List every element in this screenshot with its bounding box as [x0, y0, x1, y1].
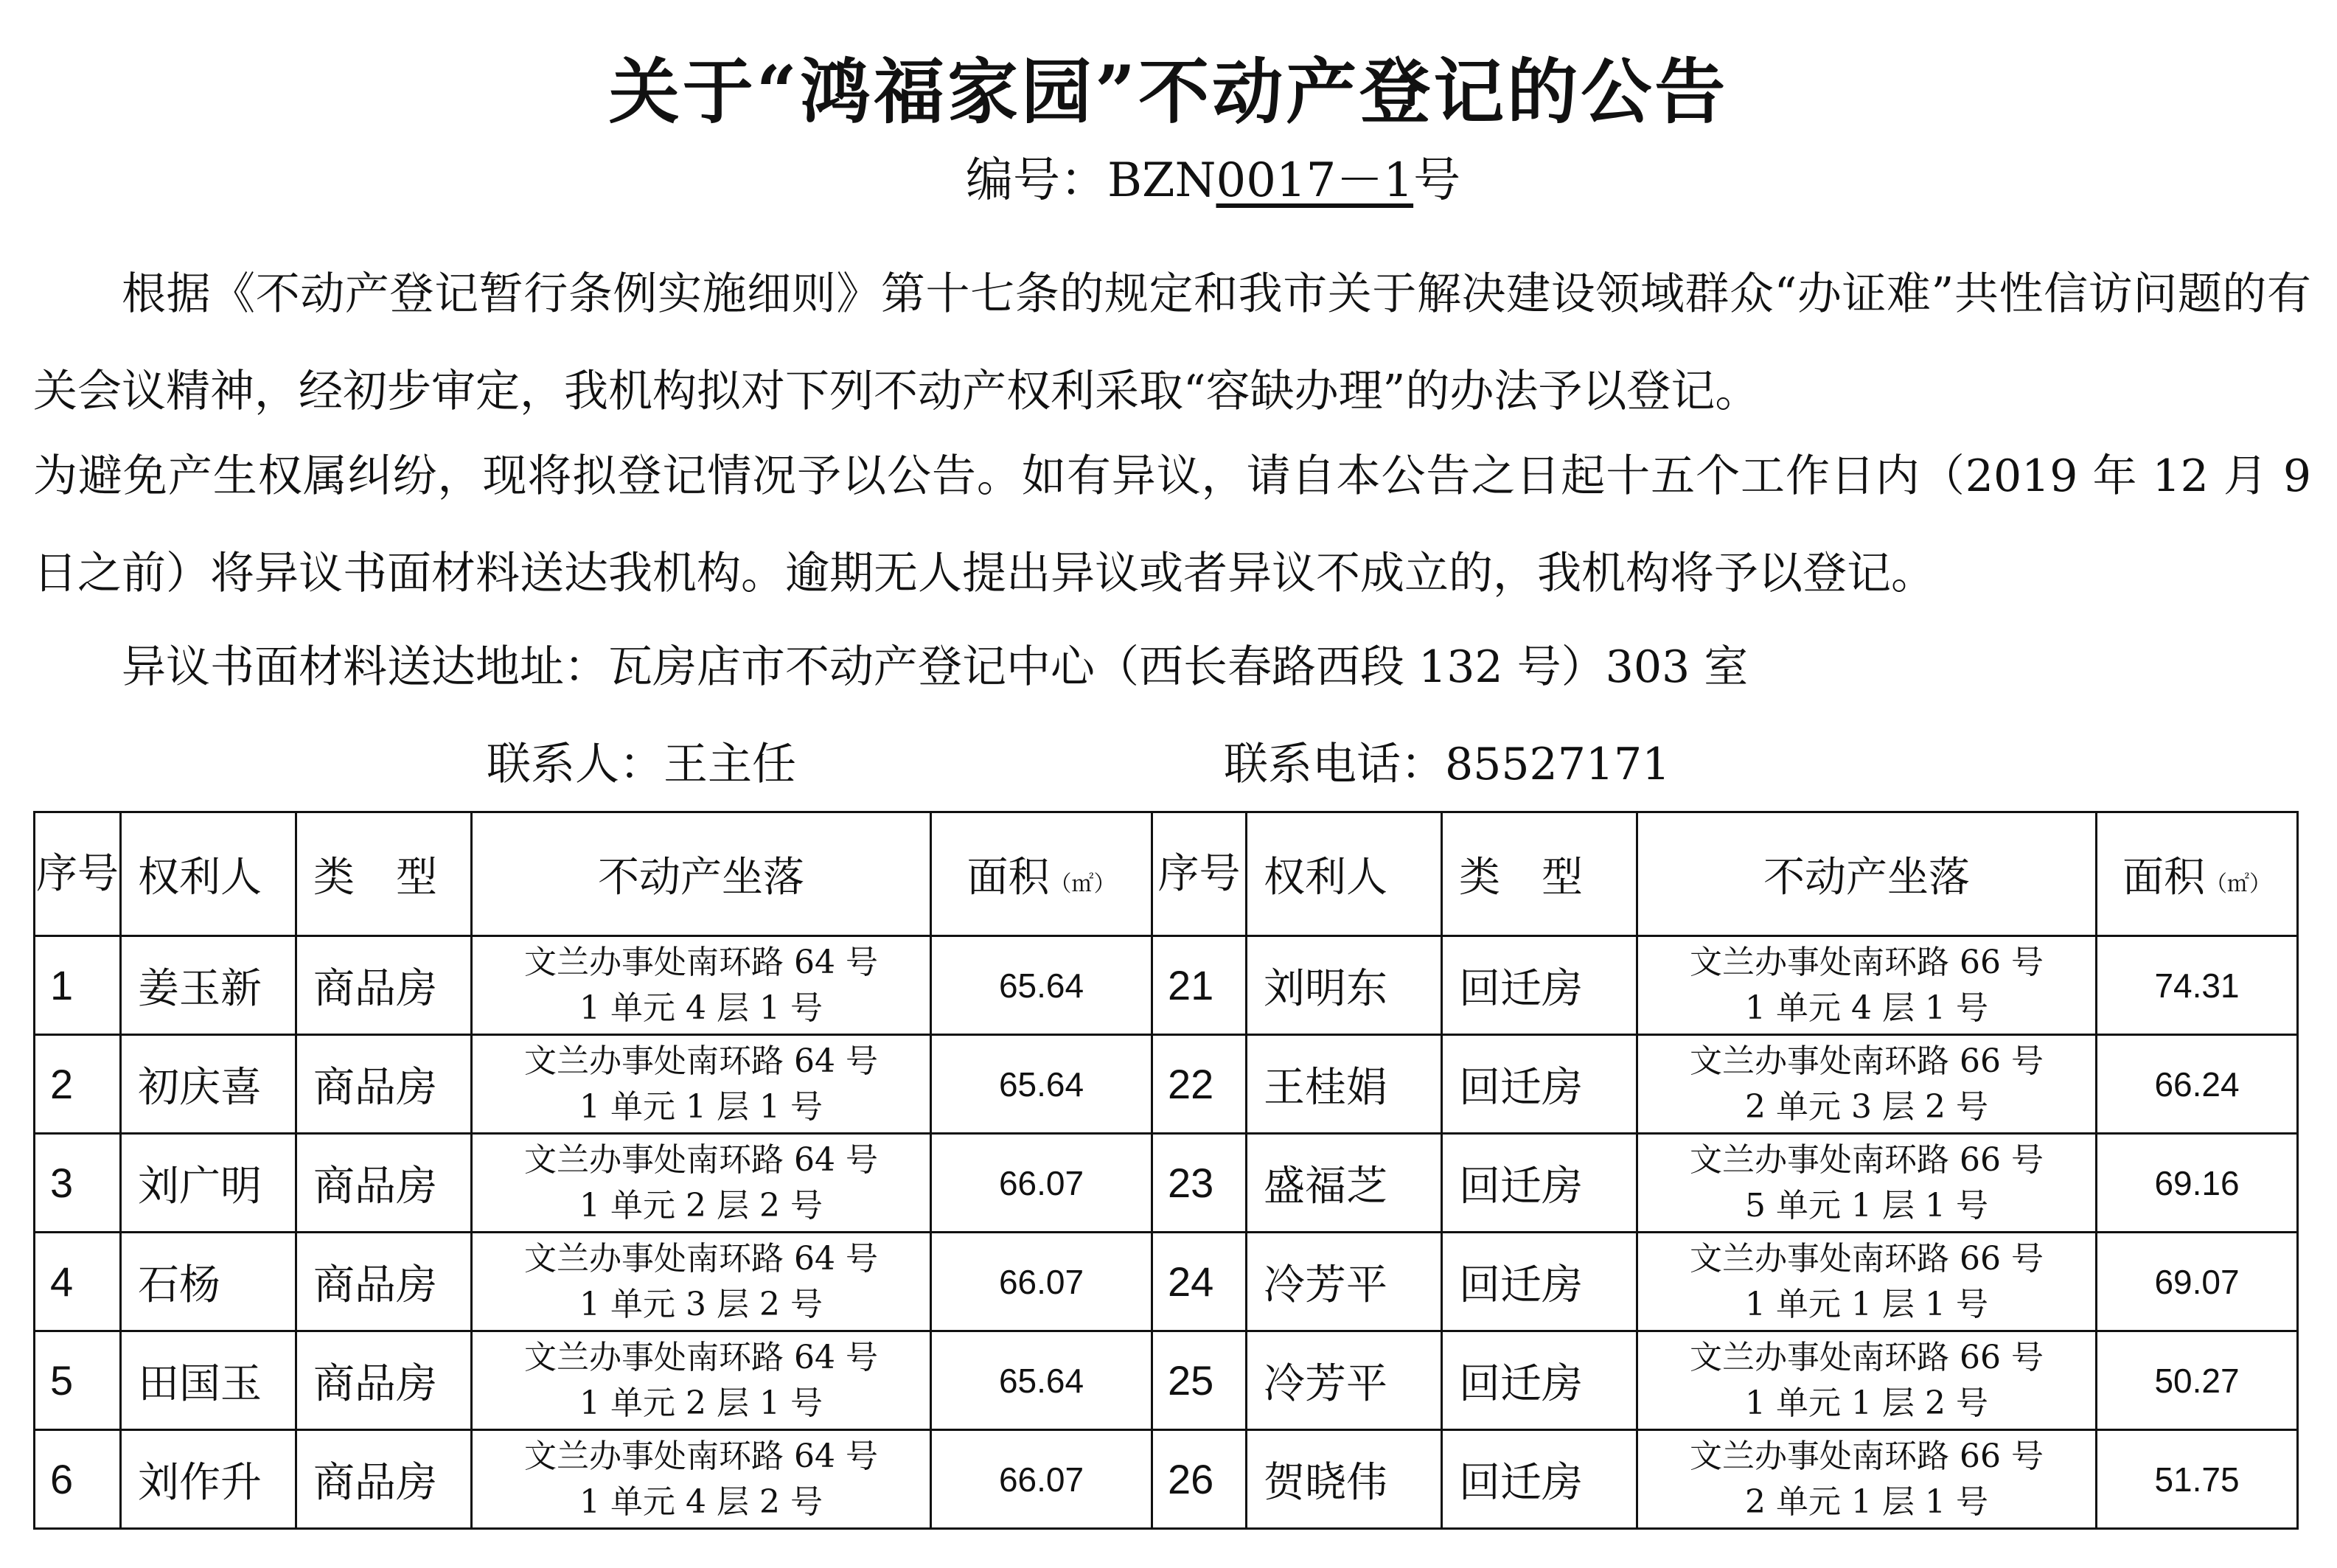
property-area: 66.07 — [931, 1134, 1152, 1233]
holder-name: 初庆喜 — [121, 1035, 296, 1134]
header-name: 权利人 — [121, 812, 296, 936]
location-line-1: 文兰办事处南环路 64 号 — [524, 943, 878, 981]
location-line-2: 1 单元 3 层 2 号 — [579, 1285, 823, 1323]
property-type-right: 回迁房 — [1442, 1134, 1637, 1233]
property-area: 65.64 — [931, 1331, 1152, 1430]
location-line-1: 文兰办事处南环路 64 号 — [524, 1042, 878, 1080]
location-line-2: 1 单元 2 层 1 号 — [579, 1384, 823, 1422]
header-area — [931, 812, 1152, 936]
header-area-unit: （㎡） — [1049, 871, 1116, 897]
property-type-right: 回迁房 — [1442, 1233, 1637, 1331]
property-type: 商品房 — [296, 1233, 472, 1331]
contact-person: 联系人：王主任 — [487, 739, 796, 790]
property-location-right — [1637, 1035, 2097, 1134]
property-type-right: 回迁房 — [1442, 1035, 1637, 1134]
location-line-1: 文兰办事处南环路 66 号 — [1690, 1140, 2044, 1179]
holder-name: 姜玉新 — [121, 936, 296, 1035]
location-line-2: 1 单元 4 层 2 号 — [579, 1482, 823, 1521]
holder-name: 刘作升 — [121, 1430, 296, 1529]
location-line-2: 1 单元 1 层 2 号 — [1745, 1384, 1988, 1422]
row-index-right: 22 — [1152, 1035, 1247, 1134]
row-index: 6 — [35, 1430, 121, 1529]
holder-name-right: 贺晓伟 — [1247, 1430, 1442, 1529]
property-location — [472, 1331, 931, 1430]
property-type: 商品房 — [296, 1331, 472, 1430]
property-location-right — [1637, 1233, 2097, 1331]
location-line-2: 1 单元 1 层 1 号 — [579, 1087, 823, 1126]
table-row — [35, 1134, 2298, 1233]
row-index-right: 25 — [1152, 1331, 1247, 1430]
header-area-right — [2097, 812, 2298, 936]
property-type-right: 回迁房 — [1442, 936, 1637, 1035]
property-location — [472, 1134, 931, 1233]
location-line-2: 1 单元 4 层 1 号 — [579, 989, 823, 1027]
property-area-right: 51.75 — [2097, 1430, 2298, 1529]
holder-name: 石杨 — [121, 1233, 296, 1331]
row-index: 5 — [35, 1331, 121, 1430]
doc-no-number: 0017－1 — [1216, 153, 1414, 208]
holder-name-right: 冷芳平 — [1247, 1331, 1442, 1430]
holder-name-right: 王桂娟 — [1247, 1035, 1442, 1134]
location-line-1: 文兰办事处南环路 66 号 — [1690, 1437, 2044, 1475]
property-location-right — [1637, 1430, 2097, 1529]
location-line-1: 文兰办事处南环路 64 号 — [524, 1437, 878, 1475]
property-type: 商品房 — [296, 1035, 472, 1134]
property-area-right: 69.07 — [2097, 1233, 2298, 1331]
table-header-row — [35, 812, 2298, 936]
property-location-right — [1637, 1331, 2097, 1430]
row-index-right: 21 — [1152, 936, 1247, 1035]
location-line-1: 文兰办事处南环路 66 号 — [1690, 1338, 2044, 1376]
location-line-1: 文兰办事处南环路 64 号 — [524, 1140, 878, 1179]
holder-name: 田国玉 — [121, 1331, 296, 1430]
property-location — [472, 1233, 931, 1331]
document-number — [966, 147, 1460, 214]
property-location-right — [1637, 1134, 2097, 1233]
property-type-right: 回迁房 — [1442, 1430, 1637, 1529]
location-line-1: 文兰办事处南环路 64 号 — [524, 1338, 878, 1376]
property-type-right: 回迁房 — [1442, 1331, 1637, 1430]
header-type: 类 型 — [296, 812, 472, 936]
header-location-right: 不动产坐落 — [1637, 812, 2097, 936]
contact-phone: 联系电话：85527171 — [1224, 739, 1671, 790]
property-location-right — [1637, 936, 2097, 1035]
header-idx: 序号 — [35, 812, 121, 936]
location-line-2: 1 单元 2 层 2 号 — [579, 1186, 823, 1224]
header-area-unit-right: （㎡） — [2205, 871, 2271, 897]
row-index: 1 — [35, 936, 121, 1035]
property-area: 66.07 — [931, 1233, 1152, 1331]
location-line-1: 文兰办事处南环路 66 号 — [1690, 1239, 2044, 1278]
row-index-right: 23 — [1152, 1134, 1247, 1233]
holder-name: 刘广明 — [121, 1134, 296, 1233]
location-line-2: 2 单元 1 层 1 号 — [1745, 1482, 1988, 1521]
property-area-right: 74.31 — [2097, 936, 2298, 1035]
table-row — [35, 1430, 2298, 1529]
row-index: 2 — [35, 1035, 121, 1134]
property-area: 65.64 — [931, 1035, 1152, 1134]
registration-table — [33, 811, 2299, 1530]
location-line-2: 5 单元 1 层 1 号 — [1745, 1186, 1988, 1224]
table-row — [35, 1233, 2298, 1331]
holder-name-right: 冷芳平 — [1247, 1233, 1442, 1331]
paragraph-basis: 根据《不动产登记暂行条例实施细则》第十七条的规定和我市关于解决建设领域群众“办证难”共性信访问题的有关会议精神，经初步审定，我机构拟对下列不动产权利采取“容缺办理”的办法予以登记。 — [33, 268, 2311, 417]
property-type: 商品房 — [296, 936, 472, 1035]
property-location — [472, 1430, 931, 1529]
property-area-right: 50.27 — [2097, 1331, 2298, 1430]
row-index-right: 24 — [1152, 1233, 1247, 1331]
doc-no-label: 编号：BZN — [966, 153, 1216, 208]
doc-no-suffix: 号 — [1413, 153, 1461, 208]
paragraph-objection: 为避免产生权属纠纷，现将拟登记情况予以公告。如有异议，请自本公告之日起十五个工作日内（2019 年 12 月 9 日之前）将异议书面材料送达我机构。逾期无人提出异议或者异议不成立的，我机构将予以登记。 — [33, 450, 2311, 599]
table-body — [35, 936, 2298, 1529]
header-area-label: 面积 — [967, 853, 1050, 902]
property-area-right: 69.16 — [2097, 1134, 2298, 1233]
location-line-1: 文兰办事处南环路 64 号 — [524, 1239, 878, 1278]
location-line-2: 1 单元 4 层 1 号 — [1745, 989, 1988, 1027]
page-title: 关于“鸿福家园”不动产登记的公告 — [608, 50, 1729, 133]
table-row — [35, 1331, 2298, 1430]
header-name-right: 权利人 — [1247, 812, 1442, 936]
header-location: 不动产坐落 — [472, 812, 931, 936]
header-type-right: 类 型 — [1442, 812, 1637, 936]
location-line-2: 2 单元 3 层 2 号 — [1745, 1087, 1988, 1126]
location-line-2: 1 单元 1 层 1 号 — [1745, 1285, 1988, 1323]
row-index: 3 — [35, 1134, 121, 1233]
row-index-right: 26 — [1152, 1430, 1247, 1529]
holder-name-right: 刘明东 — [1247, 936, 1442, 1035]
header-idx-right: 序号 — [1152, 812, 1247, 936]
property-area: 66.07 — [931, 1430, 1152, 1529]
property-area: 65.64 — [931, 936, 1152, 1035]
property-location — [472, 936, 931, 1035]
holder-name-right: 盛福芝 — [1247, 1134, 1442, 1233]
property-type: 商品房 — [296, 1430, 472, 1529]
location-line-1: 文兰办事处南环路 66 号 — [1690, 1042, 2044, 1080]
property-location — [472, 1035, 931, 1134]
table-row — [35, 1035, 2298, 1134]
table-row — [35, 936, 2298, 1035]
property-type: 商品房 — [296, 1134, 472, 1233]
row-index: 4 — [35, 1233, 121, 1331]
property-area-right: 66.24 — [2097, 1035, 2298, 1134]
header-area-label-right: 面积 — [2122, 853, 2205, 902]
objection-address: 异议书面材料送达地址：瓦房店市不动产登记中心（西长春路西段 132 号）303 室 — [122, 641, 1749, 693]
location-line-1: 文兰办事处南环路 66 号 — [1690, 943, 2044, 981]
